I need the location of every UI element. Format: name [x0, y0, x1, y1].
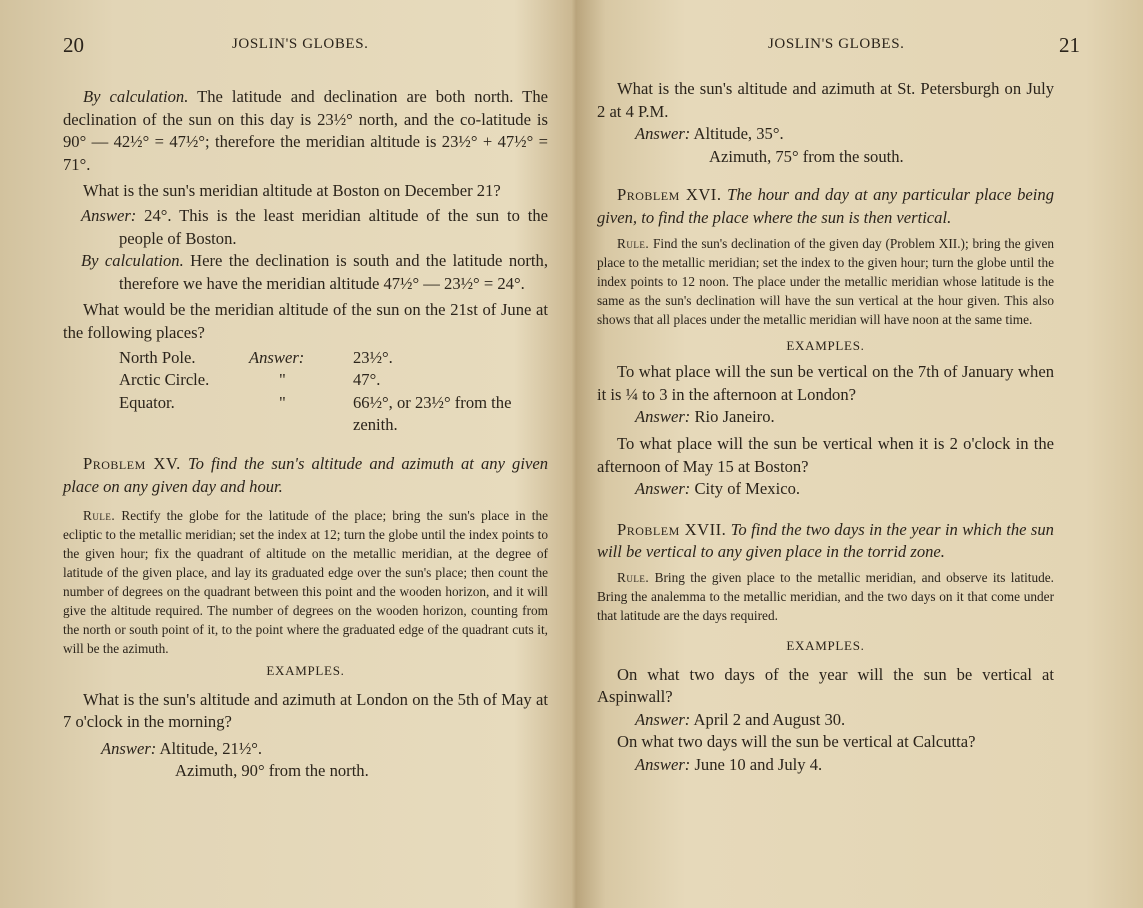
- problem-label: Problem XVII.: [617, 519, 727, 539]
- calculation-paragraph: [63, 86, 548, 176]
- calculation-text: Here the declination is south and the latitude north, therefore we have the meridian altitude 47½° — 23½° = 24°.: [119, 251, 548, 293]
- table-place: North Pole.: [119, 347, 196, 367]
- answer-text: Rio Janeiro.: [694, 407, 775, 427]
- right-page-content: [597, 78, 1054, 776]
- answer: [597, 406, 1054, 429]
- rule-text: Rectify the globe for the latitude of the place; bring the sun's place in the ecliptic to the metallic meridian; set the index at 12; turn the globe until the index points to the given hour; fix the quadrant of altitude on the metallic meridian, at the degree of latitude of the given place, and lay its graduated edge over the sun's place; then count the number of degrees on the quadrant between this point and the wooden horizon, and it will give the altitude required. The number of degrees on the wooden horizon, counting from the north or south point of it, to the point where the graduated edge of the quadrant cuts it, will be the azimuth.: [63, 508, 548, 657]
- places-table: [63, 347, 548, 437]
- rule-paragraph: [63, 506, 548, 658]
- rule-label: Rule.: [617, 235, 650, 251]
- problem-title: To find the sun's altitude and azimuth at any given place on any given day and hour.: [63, 453, 548, 496]
- answer: [597, 478, 1054, 501]
- problem-heading: [63, 453, 548, 498]
- question: What is the sun's altitude and azimuth at London on the 5th of May at 7 o'clock in the morning?: [63, 689, 548, 732]
- question: What is the sun's meridian altitude at Boston on December 21?: [83, 181, 501, 201]
- answer: [597, 754, 1054, 777]
- question: To what place will the sun be vertical on the 7th of January when it is ¼ to 3 in the afternoon at London?: [597, 362, 1054, 404]
- answer-text: June 10 and July 4.: [694, 754, 823, 774]
- problem-label: Problem XV.: [83, 453, 181, 473]
- answer-label: Answer:: [635, 479, 691, 499]
- rule-text: Find the sun's declination of the given day (Problem XII.); bring the given place to the metallic meridian; set the index to the given hour; turn the globe until the index points to 12 noon. The place under the metallic meridian whose latitude is the same as the sun's declination will have the sun vertical at the hour given. This also shows that all places under the metallic meridian will have noon at the same time.: [597, 235, 1054, 327]
- problem-title: The hour and day at any particular place being given, to find the place where the sun is then vertical.: [597, 185, 1054, 227]
- calculation-label: By calculation.: [83, 87, 189, 106]
- problem-title: To find the two days in the year in which the sun will be vertical to any given place in the torrid zone.: [597, 519, 1054, 562]
- answer-text: 24°. This is the least meridian altitude of the sun to the people of Boston.: [119, 205, 548, 248]
- answer-text: City of Mexico.: [694, 479, 801, 499]
- table-value: 66½°, or 23½° from the zenith.: [353, 392, 512, 435]
- question: On what two days of the year will the sun be vertical at Aspinwall?: [597, 664, 1054, 707]
- answer: [63, 205, 548, 250]
- table-value: 23½°.: [353, 347, 393, 367]
- examples-heading: EXAMPLES.: [786, 637, 865, 653]
- table-place: Equator.: [119, 392, 175, 412]
- answer-label: Answer:: [635, 124, 691, 144]
- right-page: [572, 0, 1143, 908]
- rule-label: Rule.: [83, 508, 116, 524]
- running-header: JOSLIN'S GLOBES.: [232, 36, 369, 52]
- problem-heading: [597, 519, 1054, 564]
- examples-heading: EXAMPLES.: [266, 663, 345, 679]
- problem-heading: [597, 184, 1054, 229]
- answer-line: Altitude, 35°.: [693, 124, 784, 144]
- page-number: 20: [63, 33, 84, 57]
- answer-line: Azimuth, 75° from the south.: [709, 146, 904, 166]
- examples-heading: EXAMPLES.: [786, 337, 865, 353]
- question: What would be the meridian altitude of the sun on the 21st of June at the following places?: [63, 300, 548, 342]
- answer-label: Answer:: [635, 709, 691, 729]
- answer-line: Altitude, 21½°.: [159, 738, 263, 758]
- rule-label: Rule.: [617, 569, 650, 585]
- table-answer-label: Answer:: [249, 347, 305, 367]
- left-page: [0, 0, 571, 908]
- rule-text: Bring the given place to the metallic meridian, and observe its latitude. Bring the analemma to the metallic meridian, and the two days on it that come under that latitude are the days required.: [597, 569, 1054, 623]
- answer: [597, 709, 1054, 732]
- rule-paragraph: [597, 568, 1054, 625]
- left-page-content: [63, 86, 548, 783]
- calculation-paragraph: [63, 250, 548, 295]
- question: To what place will the sun be vertical when it is 2 o'clock in the afternoon of May 15 at Boston?: [597, 433, 1054, 476]
- answer-line: Azimuth, 90° from the north.: [175, 761, 369, 781]
- calculation-label: By calculation.: [81, 251, 184, 271]
- answer-label: Answer:: [635, 754, 691, 774]
- answer: [597, 123, 1054, 146]
- table-place: Arctic Circle.: [119, 370, 210, 390]
- question: On what two days will the sun be vertical at Calcutta?: [617, 732, 976, 752]
- answer: [63, 738, 548, 761]
- ditto-mark: ": [279, 392, 286, 412]
- table-value: 47°.: [353, 370, 381, 390]
- answer-label: Answer:: [81, 205, 137, 225]
- page-number: 21: [1059, 33, 1080, 57]
- problem-label: Problem XVI.: [617, 185, 722, 205]
- answer-text: April 2 and August 30.: [693, 709, 846, 729]
- answer-label: Answer:: [635, 407, 691, 427]
- calculation-text: The latitude and declination are both north. The declination of the sun on this day is 23½° north, and the co-latitude is 90° — 42½° = 47½°; therefore the meridian altitude is 23½° + 47½° = 71°.: [63, 87, 548, 174]
- rule-paragraph: [597, 234, 1054, 329]
- question: What is the sun's altitude and azimuth at St. Petersburgh on July 2 at 4 P.M.: [597, 79, 1054, 121]
- ditto-mark: ": [279, 370, 286, 390]
- running-header: JOSLIN'S GLOBES.: [768, 36, 905, 52]
- answer-label: Answer:: [101, 738, 157, 758]
